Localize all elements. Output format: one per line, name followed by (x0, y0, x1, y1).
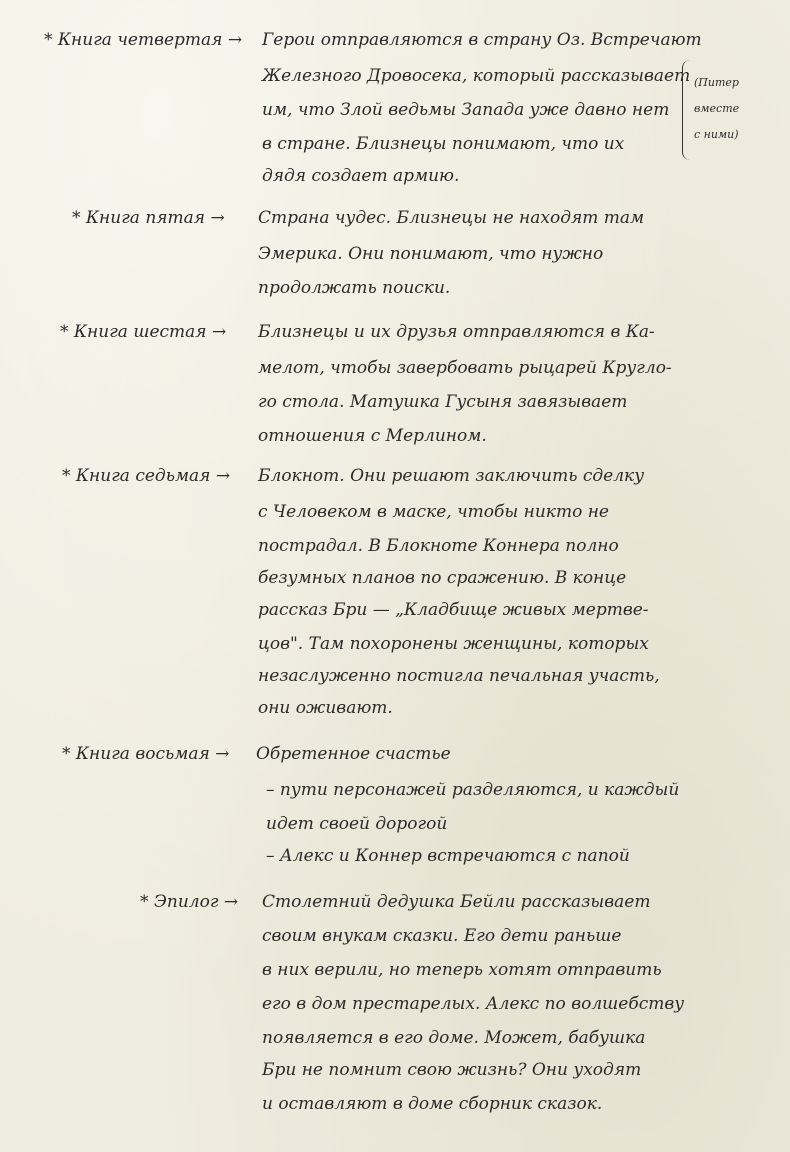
text-line: Блокнот. Они решают заключить сделку (258, 466, 645, 486)
side-bracket (682, 60, 693, 160)
entry-label: * Книга седьмая → (62, 466, 231, 486)
text-line: в стране. Близнецы понимают, что их (262, 134, 625, 154)
text-line: безумных планов по сражению. В конце (258, 568, 627, 588)
text-line: Близнецы и их друзья отправляются в Ка- (258, 322, 655, 342)
side-note-line: (Питер (694, 76, 739, 89)
text-line: своим внукам сказки. Его дети раньше (262, 926, 622, 946)
text-line: – Алекс и Коннер встречаются с папой (266, 846, 630, 866)
entry-label: * Книга пятая → (72, 208, 225, 228)
text-line: Страна чудес. Близнецы не находят там (258, 208, 645, 228)
entry-label: * Эпилог → (140, 892, 239, 912)
text-line: Эмерика. Они понимают, что нужно (258, 244, 604, 264)
text-line: Железного Дровосека, который рассказывает (262, 66, 691, 86)
side-note (694, 70, 784, 148)
entry-label: * Книга четвертая → (44, 30, 243, 50)
text-line: Герои отправляются в страну Оз. Встречают (262, 30, 702, 50)
text-line: с Человеком в маске, чтобы никто не (258, 502, 609, 522)
text-line: продолжать поиски. (258, 278, 451, 298)
text-line: мелот, чтобы завербовать рыцарей Кругло- (258, 358, 672, 378)
text-line: идет своей дорогой (266, 814, 448, 834)
text-line: рассказ Бри — „Кладбище живых мертве- (258, 600, 649, 620)
text-line: Бри не помнит свою жизнь? Они уходят (262, 1060, 642, 1080)
entry-label: * Книга шестая → (60, 322, 227, 342)
text-line: в них верили, но теперь хотят отправить (262, 960, 662, 980)
text-line: незаслуженно постигла печальная участь, (258, 666, 660, 686)
side-note-line: вместе (694, 102, 740, 115)
text-line: и оставляют в доме сборник сказок. (262, 1094, 603, 1114)
text-line: пострадал. В Блокноте Коннера полно (258, 536, 619, 556)
text-line: го стола. Матушка Гусыня завязывает (258, 392, 628, 412)
side-note-line: с ними) (694, 128, 739, 141)
text-line: цов". Там похоронены женщины, которых (258, 634, 649, 654)
text-line: отношения с Мерлином. (258, 426, 487, 446)
text-line: им, что Злой ведьмы Запада уже давно нет (262, 100, 670, 120)
text-line: – пути персонажей разделяются, и каждый (266, 780, 680, 800)
text-line: Обретенное счастье (256, 744, 451, 764)
text-line: появляется в его доме. Может, бабушка (262, 1028, 646, 1048)
text-line: его в дом престарелых. Алекс по волшебству (262, 994, 685, 1014)
text-line: дядя создает армию. (262, 166, 460, 186)
text-line: они оживают. (258, 698, 393, 718)
text-line: Столетний дедушка Бейли рассказывает (262, 892, 651, 912)
entry-label: * Книга восьмая → (62, 744, 230, 764)
